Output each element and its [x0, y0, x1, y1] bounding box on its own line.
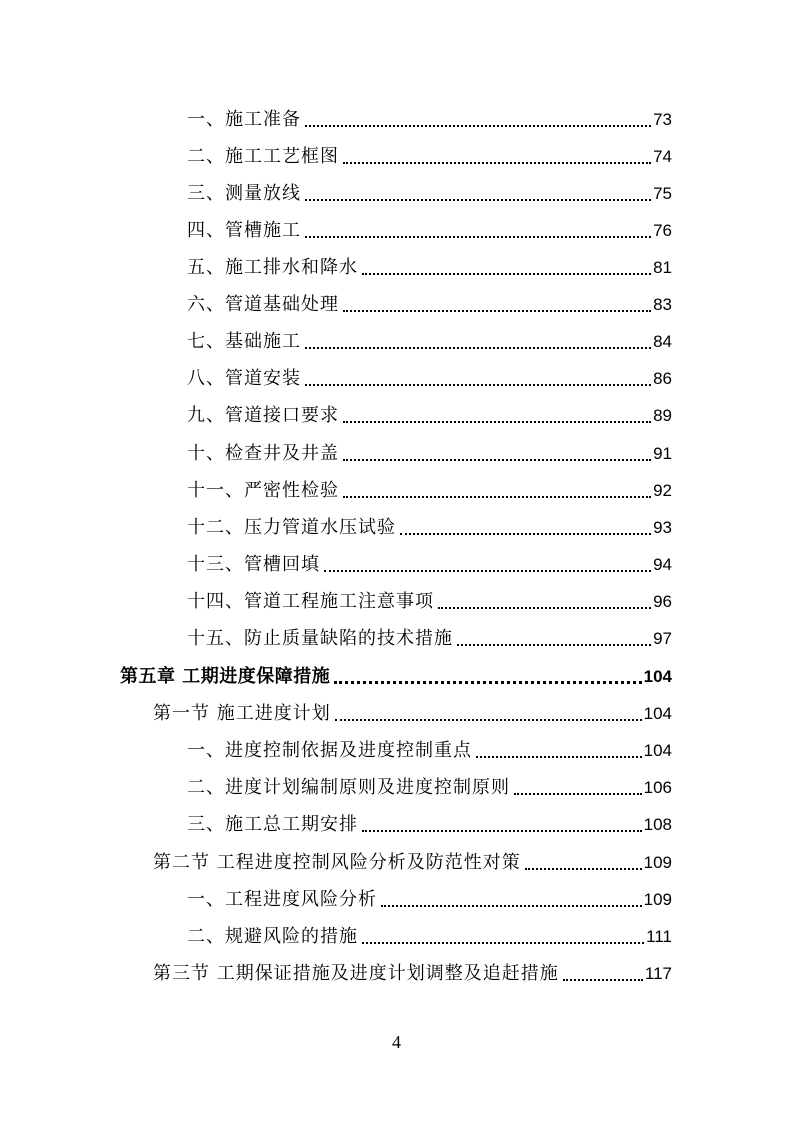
toc-entry[interactable] [187, 550, 672, 580]
toc-entry-page: 89 [653, 406, 672, 425]
toc-entry-label: 十三、管槽回填 [187, 554, 320, 575]
toc-entry[interactable] [187, 216, 672, 246]
toc-entry-page: 111 [646, 927, 672, 946]
toc-entry[interactable] [187, 476, 672, 506]
toc-entry-label: 七、基础施工 [187, 331, 301, 352]
toc-entry[interactable] [187, 401, 672, 431]
toc-entry-label: 九、管道接口要求 [187, 405, 339, 426]
toc-entry-label: 十、检查井及井盖 [187, 443, 339, 464]
toc-entry-page: 104 [643, 667, 672, 686]
toc-entry-label: 一、施工准备 [187, 109, 301, 130]
dot-leader [343, 496, 651, 498]
dot-leader [563, 979, 643, 981]
toc-entry[interactable] [187, 513, 672, 543]
toc-entry-page: 109 [643, 890, 672, 909]
toc-entry-page: 93 [653, 518, 672, 537]
toc-entry[interactable] [187, 253, 672, 283]
toc-entry-label: 六、管道基础处理 [187, 294, 339, 315]
toc-entry-page: 117 [644, 964, 672, 983]
toc-entry[interactable] [187, 773, 672, 803]
toc-entry-label: 十二、压力管道水压试验 [187, 517, 396, 538]
toc-entry[interactable] [187, 810, 672, 840]
toc-entry[interactable] [187, 922, 672, 952]
dot-leader [343, 459, 651, 461]
toc-entry-page: 81 [653, 258, 672, 277]
toc-chapter-entry[interactable] [120, 662, 672, 692]
dot-leader [457, 644, 651, 646]
dot-leader [324, 570, 651, 572]
toc-entry-label: 八、管道安装 [187, 368, 301, 389]
toc-entry-page: 108 [643, 815, 672, 834]
toc-section-entry[interactable] [153, 959, 672, 989]
toc-section-entry[interactable] [153, 848, 672, 878]
toc-entry-label: 十四、管道工程施工注意事项 [187, 591, 434, 612]
toc-entry-label: 十一、严密性检验 [187, 480, 339, 501]
toc-entry[interactable] [187, 179, 672, 209]
toc-entry[interactable] [187, 290, 672, 320]
dot-leader [305, 347, 651, 349]
toc-entry-page: 75 [653, 184, 672, 203]
toc-entry-label: 二、规避风险的措施 [187, 926, 358, 947]
toc-entry[interactable] [187, 364, 672, 394]
dot-leader [305, 384, 651, 386]
toc-entry-label: 一、进度控制依据及进度控制重点 [187, 740, 472, 761]
toc-entry-page: 106 [643, 778, 672, 797]
dot-leader [343, 421, 651, 423]
dot-leader [343, 310, 651, 312]
dot-leader [335, 719, 642, 721]
toc-entry-label: 第三节 工期保证措施及进度计划调整及追赶措施 [153, 963, 559, 984]
toc-entry-page: 96 [653, 592, 672, 611]
dot-leader [525, 868, 642, 870]
toc-entry-page: 104 [643, 741, 672, 760]
toc-entry-page: 92 [653, 481, 672, 500]
toc-entry-page: 84 [653, 332, 672, 351]
toc-entry[interactable] [187, 105, 672, 135]
toc-entry-page: 86 [653, 369, 672, 388]
dot-leader [514, 793, 642, 795]
dot-leader [334, 681, 641, 684]
toc-entry-label: 第一节 施工进度计划 [153, 703, 331, 724]
dot-leader [362, 830, 642, 832]
toc-entry-label: 三、施工总工期安排 [187, 814, 358, 835]
toc-entry-label: 二、施工工艺框图 [187, 146, 339, 167]
toc-entry[interactable] [187, 736, 672, 766]
dot-leader [362, 942, 644, 944]
toc-entry-page: 74 [653, 147, 672, 166]
toc-entry-label: 三、测量放线 [187, 183, 301, 204]
toc-entry-page: 109 [643, 853, 672, 872]
toc-entry[interactable] [187, 142, 672, 172]
page-number: 4 [392, 1032, 401, 1052]
toc-entry-label: 第五章 工期进度保障措施 [120, 666, 331, 687]
toc-entry[interactable] [187, 624, 672, 654]
toc-entry[interactable] [187, 587, 672, 617]
dot-leader [438, 607, 651, 609]
toc-entry-page: 91 [653, 444, 672, 463]
toc-entry-label: 五、施工排水和降水 [187, 257, 358, 278]
toc-entry[interactable] [187, 439, 672, 469]
toc-entry-page: 104 [643, 704, 672, 723]
dot-leader [476, 756, 642, 758]
dot-leader [400, 533, 651, 535]
toc-entry-label: 四、管槽施工 [187, 220, 301, 241]
toc-entry-page: 76 [653, 221, 672, 240]
dot-leader [305, 236, 651, 238]
toc-entry-page: 83 [653, 295, 672, 314]
toc-entry[interactable] [187, 885, 672, 915]
dot-leader [381, 905, 642, 907]
dot-leader [362, 273, 651, 275]
dot-leader [305, 125, 651, 127]
toc-entry[interactable] [187, 327, 672, 357]
toc-entry-page: 94 [653, 555, 672, 574]
toc-entry-page: 97 [653, 629, 672, 648]
toc-entry-label: 第二节 工程进度控制风险分析及防范性对策 [153, 852, 521, 873]
dot-leader [305, 199, 651, 201]
dot-leader [343, 162, 651, 164]
toc-entry-page: 73 [653, 110, 672, 129]
toc-entry-label: 十五、防止质量缺陷的技术措施 [187, 628, 453, 649]
toc-entry-label: 一、工程进度风险分析 [187, 889, 377, 910]
toc-section-entry[interactable] [153, 699, 672, 729]
toc-entry-label: 二、进度计划编制原则及进度控制原则 [187, 777, 510, 798]
